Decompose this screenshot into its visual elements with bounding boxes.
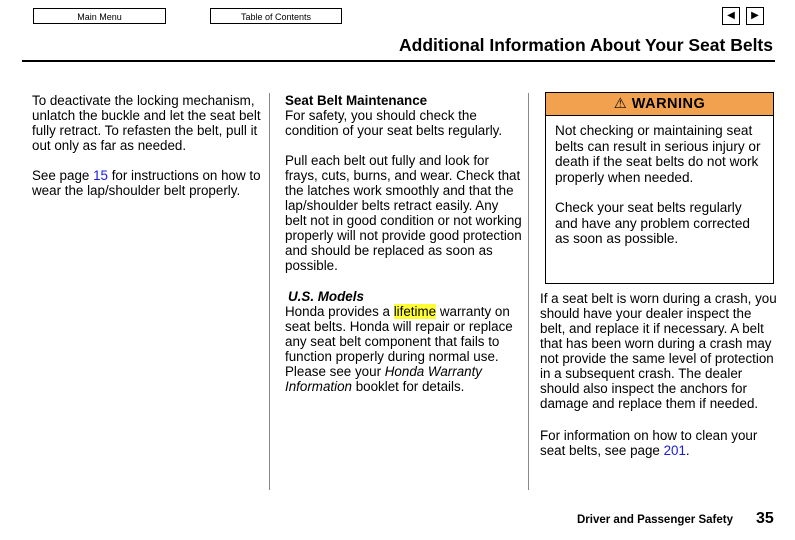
header-divider — [22, 60, 775, 62]
warning-paragraph-1: Not checking or maintaining seat belts can result in serious injury or death if the seat belts do not work properly when needed. — [555, 123, 761, 185]
page-201-link[interactable]: 201 — [663, 443, 686, 458]
column-divider-left — [269, 93, 270, 490]
clean-paragraph — [540, 428, 780, 458]
us-models-heading: U.S. Models — [288, 289, 364, 304]
triangle-left-icon: ◀ — [727, 10, 735, 21]
inspect-paragraph: Pull each belt out fully and look for frays, cuts, burns, and wear. Check that the latches work smoothly and that the lap/shoulder belts retract easily. Any belt not in good condition or not working properly will not provide good protection and should be replaced as soon as possible. — [285, 153, 522, 273]
table-of-contents-button[interactable]: Table of Contents — [210, 8, 342, 24]
warranty-text: Honda provides a — [285, 304, 394, 319]
warning-label: WARNING — [631, 96, 706, 112]
clean-text: For information on how to clean your seat belts, see page — [540, 428, 758, 458]
warranty-booklet-title: Honda Warranty Information — [285, 364, 483, 394]
warranty-text-middle: warranty on seat belts. Honda will repair or replace any seat belt component that fails to function properly during normal use. Please see your — [285, 304, 513, 379]
warning-triangle-icon: ⚠ — [613, 96, 628, 112]
see-page-text-rest: for instructions on how to wear the lap/shoulder belt properly. — [32, 168, 261, 198]
triangle-right-icon: ▶ — [751, 10, 759, 21]
deactivate-paragraph: To deactivate the locking mechanism, unlatch the buckle and let the seat belt fully retract. To refasten the belt, pull it out only as far as needed. — [32, 93, 261, 153]
clean-text-end: . — [685, 443, 690, 458]
page-title: Additional Information About Your Seat Belts — [399, 35, 773, 55]
previous-page-button[interactable] — [722, 7, 740, 25]
see-page-text: See page — [32, 168, 94, 183]
warranty-paragraph — [285, 304, 523, 394]
next-page-button[interactable] — [746, 7, 764, 25]
lifetime-highlight: lifetime — [393, 304, 437, 319]
warranty-text-end: booklet for details. — [352, 379, 465, 394]
footer-section-title: Driver and Passenger Safety — [577, 514, 733, 526]
column-right — [540, 291, 780, 458]
safety-paragraph: For safety, you should check the condition of your seat belts regularly. — [285, 108, 503, 138]
column-middle — [285, 93, 523, 394]
warning-header — [546, 93, 773, 116]
page-number: 35 — [756, 510, 774, 527]
main-menu-button[interactable]: Main Menu — [33, 8, 166, 24]
warning-paragraph-2: Check your seat belts regularly and have any problem corrected as soon as possible. — [555, 200, 750, 246]
warning-body — [546, 116, 773, 247]
page-15-link[interactable]: 15 — [93, 168, 108, 183]
column-divider-right — [528, 93, 529, 490]
column-left — [32, 93, 264, 198]
see-page-paragraph — [32, 168, 264, 198]
warning-box — [545, 92, 774, 284]
crash-paragraph: If a seat belt is worn during a crash, you should have your dealer inspect the belt, and replace it if necessary. A belt that has been worn during a crash may not provide the same level of protection in a subsequent crash. The dealer should also inspect the anchors for damage and replace them if needed. — [540, 291, 777, 411]
maintenance-heading: Seat Belt Maintenance — [285, 93, 428, 108]
